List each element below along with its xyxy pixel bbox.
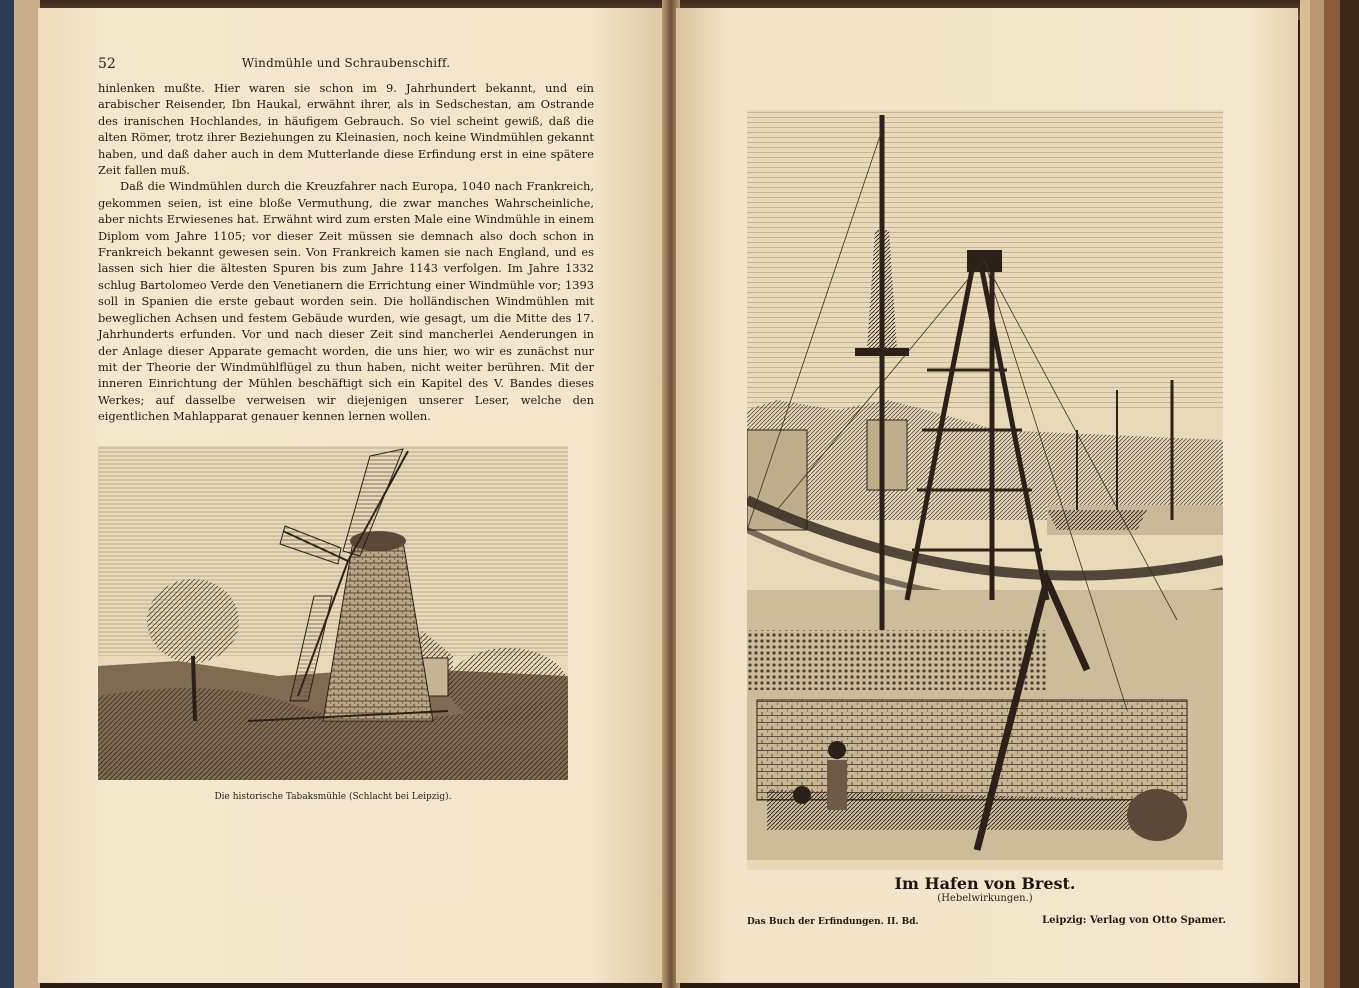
harbor-engraving bbox=[747, 110, 1223, 870]
figure-caption: Die historische Tabaksmühle (Schlacht bei Leipzig). bbox=[214, 792, 452, 802]
book-page-edges-right bbox=[1300, 0, 1359, 988]
body-text bbox=[98, 80, 594, 425]
plate-title: Im Hafen von Brest. bbox=[894, 874, 1076, 893]
paragraph: hinlenken mußte. Hier waren sie schon im 9. Jahrhundert bekannt, und ein arabischer Reisender, Ibn Haukal, erwähnt ihrer, als in Sedschestan, am Ostrande des iranischen Hochlandes, in häufigem Gebrauch. So viel scheint gewiß, daß die alten Römer, trotz ihrer Beziehungen zu Kleinasien, noch keine Windmühlen gekannt haben, und daß daher auch in dem Mutterlande diese Erfindung erst in eine spätere Zeit fallen muß. bbox=[98, 81, 594, 178]
windmill-engraving bbox=[98, 446, 568, 780]
book-spine-left bbox=[0, 0, 40, 988]
plate-subtitle: (Hebelwirkungen.) bbox=[937, 893, 1033, 904]
footer-publisher: Leipzig: Verlag von Otto Spamer. bbox=[1042, 915, 1226, 926]
paragraph: Daß die Windmühlen durch die Kreuzfahrer nach Europa, 1040 nach Frankreich, gekommen seien, ist eine bloße Vermuthung, die zwar manches Wahrscheinliche, aber nichts Erwiesenes hat. Erwähnt wird zum ersten Male eine Windmühle in einem Diplom vom Jahre 1105; vor dieser Zeit müssen sie demnach also doch schon in Frankreich bekannt gewesen sein. Von Frankreich kamen sie nach England, und es lassen sich hier die ältesten Spuren bis zum Jahre 1143 verfolgen. Im Jahre 1332 schlug Bartolomeo Verde den Venetianern die Errichtung einer Windmühle vor; 1393 soll in Spanien die erste gebaut worden sein. Die holländischen Windmühlen mit beweglichen Achsen und festem Gebäude wurden, wie gesagt, um die Mitte des 17. Jahrhunderts erfunden. Vor und nach dieser Zeit sind mancherlei Aenderungen in der Anlage dieser Apparate gemacht worden, die uns hier, wo wir es zunächst nur mit der Theorie der Windmühlflügel zu thun haben, nicht weiter berühren. Mit der inneren Einrichtung der Mühlen beschäftigt sich ein Kapitel des V. Bandes dieses Werkes; auf dasselbe verweisen wir diejenigen unserer Leser, welche den eigentlichen Mahlapparat genauer kennen lernen wollen. bbox=[98, 179, 594, 424]
footer-book-title: Das Buch der Erfindungen. II. Bd. bbox=[747, 917, 919, 927]
running-title: Windmühle und Schraubenschiff. bbox=[241, 56, 451, 70]
page-number: 52 bbox=[98, 56, 116, 72]
